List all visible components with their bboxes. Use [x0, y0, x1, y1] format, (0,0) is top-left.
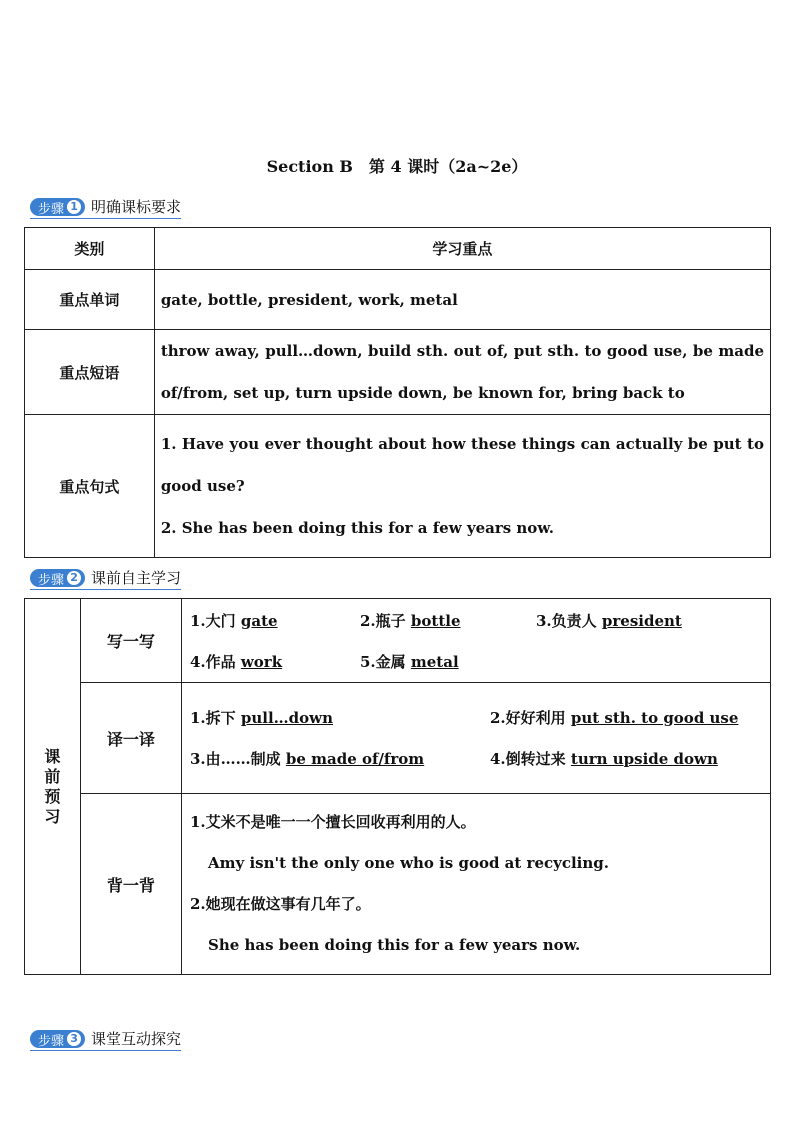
step-badge-text: 步骤: [38, 201, 65, 217]
recite-line: Amy isn't the only one who is good at recycling.: [208, 854, 609, 872]
step-label: 明确课标要求: [91, 198, 182, 216]
step-badge: [30, 1030, 85, 1048]
write-item: 2.瓶子 bottle: [360, 611, 461, 630]
row-label-phrases: 重点短语: [25, 330, 155, 415]
write-item: 5.金属 metal: [360, 652, 459, 671]
step-badge: [30, 569, 85, 587]
row-content-sentences: [154, 415, 770, 558]
step-label: 课堂互动探究: [91, 1030, 182, 1048]
step-number: 3: [67, 1032, 81, 1046]
step-3-header: [30, 1029, 181, 1049]
translate-label: 译一译: [80, 683, 181, 794]
translate-item: 2.好好利用 put sth. to good use: [490, 709, 739, 727]
row-content-phrases: throw away, pull…down, build sth. out of, put sth. to good use, be made of/from, set up, turn upside down, be known for, bring back to: [154, 330, 770, 415]
preview-table: [24, 598, 771, 975]
step-2-header: [30, 568, 181, 588]
table-row: [25, 330, 771, 415]
translate-item: 3.由……制成 be made of/from: [190, 750, 425, 768]
sentence-1: 1. Have you ever thought about how these things can actually be put to good use?: [160, 435, 764, 495]
row-label-sentences: 重点句式: [25, 415, 155, 558]
page-title: Section B 第 4 课时（2a~2e）: [266, 157, 528, 176]
table-row: [25, 415, 771, 558]
step-number: 2: [67, 571, 81, 585]
step-1-header: [30, 197, 181, 217]
recite-line: 1.艾米不是唯一一个擅长回收再利用的人。: [190, 813, 476, 831]
write-item: 4.作品 work: [190, 652, 283, 671]
row-content-words: gate, bottle, president, work, metal: [154, 270, 770, 330]
row-label-words: 重点单词: [25, 270, 155, 330]
table-header-row: [25, 228, 771, 270]
table-row: [25, 270, 771, 330]
header-category: 类别: [25, 228, 155, 270]
table-row: [25, 683, 771, 794]
write-item: 3.负责人 president: [536, 611, 682, 630]
key-points-table: [24, 227, 771, 558]
step-number: 1: [67, 200, 81, 214]
recite-content: [182, 794, 771, 975]
step-badge: [30, 198, 85, 216]
recite-line: She has been doing this for a few years now.: [208, 936, 581, 954]
table-row: [25, 599, 771, 683]
step-label: 课前自主学习: [91, 569, 182, 587]
recite-label: 背一背: [80, 794, 181, 975]
header-focus: 学习重点: [154, 228, 770, 270]
write-content: [182, 599, 771, 683]
step-badge-text: 步骤: [38, 572, 65, 588]
side-label-preview: 课 前 预 习: [25, 599, 81, 975]
table-row: [25, 794, 771, 975]
translate-item: 1.拆下 pull…down: [190, 709, 333, 727]
write-label: 写一写: [80, 599, 181, 683]
translate-content: [182, 683, 771, 794]
translate-item: 4.倒转过来 turn upside down: [490, 750, 718, 768]
write-item: 1.大门 gate: [190, 611, 278, 630]
sentence-2: 2. She has been doing this for a few years now.: [160, 519, 554, 537]
recite-line: 2.她现在做这事有几年了。: [190, 895, 371, 913]
step-badge-text: 步骤: [38, 1033, 65, 1049]
